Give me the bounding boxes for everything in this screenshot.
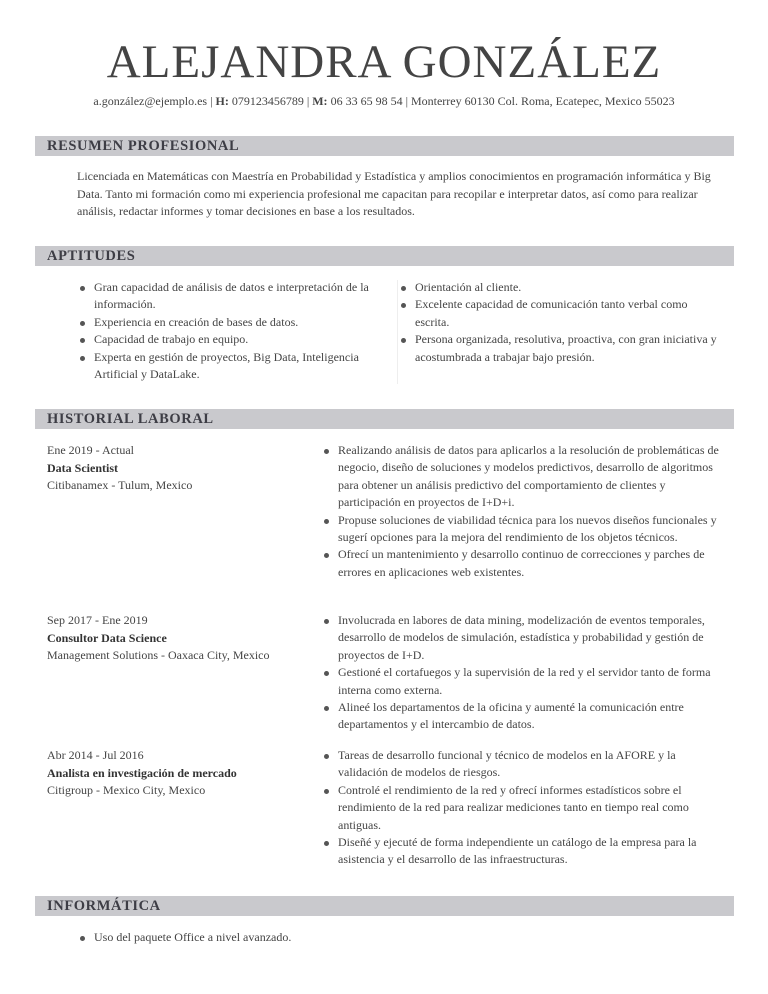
section-header-it [35, 896, 734, 916]
list-item: Tareas de desarrollo funcional y técnico de modelos en la AFORE y la validación de modelos de riesgos. [322, 747, 722, 782]
list-item: Involucrada en labores de data mining, modelización de eventos temporales, desarrollo de modelos de simulación, estadística y probabilidad y gestión de proyectos de I+D. [322, 612, 722, 664]
separator: | [303, 94, 313, 108]
list-item: Experta en gestión de proyectos, Big Data, Inteligencia Artificial y DataLake. [78, 349, 391, 384]
list-item: Gran capacidad de análisis de datos e interpretación de la información. [78, 279, 391, 314]
section-header-skills [35, 246, 734, 266]
address: Monterrey 60130 Col. Roma, Ecatepec, Mexico 55023 [410, 94, 675, 108]
job-dates: Ene 2019 - Actual [47, 443, 134, 457]
job-info [47, 747, 307, 800]
section-title: HISTORIAL LABORAL [47, 411, 214, 427]
mobile-label: M: [312, 94, 328, 108]
job-bullets [322, 612, 722, 734]
job-info [47, 612, 307, 665]
section-header-history [35, 409, 734, 429]
skills-list-right [399, 279, 719, 366]
section-title: INFORMÁTICA [47, 898, 161, 914]
list-item: Orientación al cliente. [399, 279, 719, 296]
list-item: Controlé el rendimiento de la red y ofrecí informes estadísticos sobre el rendimiento de la red para realizar mediciones tanto en tiempo real como antiguas. [322, 782, 722, 834]
section-title: RESUMEN PROFESIONAL [47, 138, 240, 154]
skills-list-left [78, 279, 391, 383]
list-item: Realizando análisis de datos para aplicarlos a la resolución de problemáticas de negocio, diseño de soluciones y modelos predictivos, desarrollo de algoritmos para obtener un análisis predictivo del comportamiento de clientes y participación en proyectos de I+D+i. [322, 442, 722, 512]
column-divider [397, 280, 398, 384]
section-title: APTITUDES [47, 248, 136, 264]
it-list [78, 929, 678, 946]
job-title: Analista en investigación de mercado [47, 765, 237, 780]
job-title: Consultor Data Science [47, 630, 167, 645]
separator: | [207, 94, 216, 108]
list-item: Uso del paquete Office a nivel avanzado. [78, 929, 678, 946]
mobile: 06 33 65 98 54 [327, 94, 403, 108]
list-item: Diseñé y ejecuté de forma independiente un catálogo de la empresa para la asistencia y el desarrollo de las infraestructuras. [322, 834, 722, 869]
job-bullets [322, 747, 722, 869]
job-dates: Abr 2014 - Jul 2016 [47, 748, 144, 762]
candidate-name: ALEJANDRA GONZÁLEZ [106, 36, 662, 88]
job-company: Management Solutions - Oaxaca City, Mexico [47, 648, 270, 663]
list-item: Alineé los departamentos de la oficina y aumenté la comunicación entre departamentos y el intercambio de datos. [322, 699, 722, 734]
list-item: Persona organizada, resolutiva, proactiva, con gran iniciativa y acostumbrada a trabajar bajo presión. [399, 331, 719, 366]
list-item: Excelente capacidad de comunicación tanto verbal como escrita. [399, 296, 719, 331]
email: a.gonzález@ejemplo.es [93, 94, 208, 108]
list-item: Propuse soluciones de viabilidad técnica para los nuevos diseños funcionales y sugerí opciones para la mejora del rendimiento de los objetos técnicos. [322, 512, 722, 547]
job-dates: Sep 2017 - Ene 2019 [47, 613, 148, 627]
list-item: Gestioné el cortafuegos y la supervisión de la red y el servidor tanto de forma interna como externa. [322, 664, 722, 699]
job-bullets [322, 442, 722, 581]
phone: 079123456789 [228, 94, 304, 108]
job-title: Data Scientist [47, 460, 118, 475]
job-company: Citigroup - Mexico City, Mexico [47, 783, 206, 798]
contact-line [0, 93, 768, 109]
section-header-summary [35, 136, 734, 156]
phone-label: H: [215, 94, 229, 108]
list-item: Experiencia en creación de bases de datos. [78, 314, 391, 331]
list-item: Capacidad de trabajo en equipo. [78, 331, 391, 348]
job-company: Citibanamex - Tulum, Mexico [47, 478, 193, 493]
list-item: Ofrecí un mantenimiento y desarrollo continuo de correcciones y parches de errores en aplicaciones web existentes. [322, 546, 722, 581]
job-info [47, 442, 307, 495]
summary-text: Licenciada en Matemáticas con Maestría en Probabilidad y Estadística y amplios conocimientos en programación informática y Big Data. Tanto mi formación como mi experiencia profesional me capacitan para recopilar e interpretar datos, así como para realizar análisis, redactar informes y tomar decisiones en base a los resultados. [77, 169, 711, 219]
separator: | [402, 94, 411, 108]
